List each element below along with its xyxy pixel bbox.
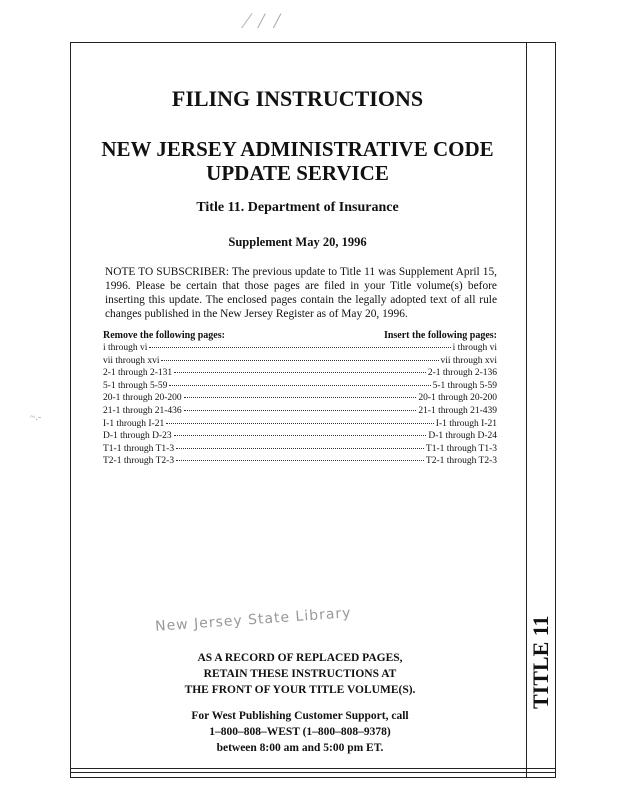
table-row	[103, 343, 497, 356]
insert-pages: T1-1 through T1-3	[425, 443, 497, 454]
table-row	[103, 356, 497, 369]
table-row	[103, 381, 497, 394]
insert-pages: 20-1 through 20-200	[418, 393, 497, 404]
remove-header: Remove the following pages:	[103, 330, 225, 341]
insert-pages: 5-1 through 5-59	[432, 380, 497, 391]
remove-pages: 21-1 through 21-436	[103, 405, 182, 416]
insert-pages: I-1 through I-21	[435, 418, 497, 429]
table-row	[103, 431, 497, 444]
leader-dots	[161, 360, 438, 361]
insert-pages: D-1 through D-24	[428, 431, 497, 442]
table-row	[103, 406, 497, 419]
table-rows	[103, 343, 497, 469]
support-line: For West Publishing Customer Support, call	[191, 710, 409, 722]
insert-pages: i through vi	[452, 343, 497, 353]
tab-divider-line	[526, 42, 527, 778]
remove-pages: T1-1 through T1-3	[103, 443, 175, 454]
record-line: RETAIN THESE INSTRUCTIONS AT	[203, 668, 397, 680]
remove-pages: vii through xvi	[103, 355, 160, 366]
customer-support	[150, 708, 450, 756]
page-replacement-table	[103, 330, 497, 469]
remove-pages: T2-1 through T2-3	[103, 456, 175, 467]
heading-line-2: UPDATE SERVICE	[206, 161, 389, 185]
table-header	[103, 330, 497, 341]
remove-pages: 2-1 through 2-131	[103, 368, 173, 379]
table-row	[103, 456, 497, 469]
handwritten-mark: ⁄ / /	[245, 8, 282, 33]
remove-pages: I-1 through I-21	[103, 418, 165, 429]
remove-pages: i through vi	[103, 343, 148, 353]
support-line: between 8:00 am and 5:00 pm ET.	[216, 742, 384, 754]
tab-label-text: TITLE 11	[528, 615, 553, 709]
leader-dots	[184, 397, 417, 398]
support-line: 1–800–808–WEST (1–800–808–9378)	[209, 726, 391, 738]
leader-dots	[169, 385, 430, 386]
table-row	[103, 444, 497, 457]
insert-header: Insert the following pages:	[383, 330, 497, 341]
remove-pages: 5-1 through 5-59	[103, 380, 168, 391]
record-instructions	[150, 650, 450, 698]
page-title: FILING INSTRUCTIONS	[171, 86, 424, 111]
record-line: AS A RECORD OF REPLACED PAGES,	[197, 652, 403, 664]
margin-mark: ~.-	[30, 412, 42, 423]
table-row	[103, 368, 497, 381]
leader-dots	[184, 410, 417, 411]
table-row	[103, 393, 497, 406]
insert-pages: vii through xvi	[440, 355, 497, 366]
supplement-date: Supplement May 20, 1996	[228, 235, 367, 249]
leader-dots	[176, 448, 424, 449]
insert-pages: 21-1 through 21-439	[418, 405, 497, 416]
record-line: THE FRONT OF YOUR TITLE VOLUME(S).	[184, 684, 416, 696]
remove-pages: D-1 through D-23	[103, 431, 172, 442]
leader-dots	[174, 372, 426, 373]
remove-pages: 20-1 through 20-200	[103, 393, 182, 404]
leader-dots	[174, 435, 427, 436]
bottom-rule-2	[70, 772, 556, 773]
table-row	[103, 419, 497, 432]
insert-pages: 2-1 through 2-136	[427, 368, 497, 379]
leader-dots	[166, 423, 434, 424]
note-to-subscriber: NOTE TO SUBSCRIBER: The previous update to Title 11 was Supplement April 15, 1996. Please be certain that those pages are filed in your Title volume(s) before inserting this update. The enclosed pages contain the legally adopted text of all rule changes published in the New Jersey Register as of May 20, 1996.	[105, 266, 497, 320]
leader-dots	[176, 460, 424, 461]
insert-pages: T2-1 through T2-3	[425, 456, 497, 467]
leader-dots	[149, 347, 450, 348]
heading-line-1: NEW JERSEY ADMINISTRATIVE CODE	[101, 137, 494, 161]
title-subtitle: Title 11. Department of Insurance	[196, 200, 399, 215]
library-stamp: New Jersey State Library	[154, 605, 352, 635]
bottom-rule	[70, 768, 556, 769]
